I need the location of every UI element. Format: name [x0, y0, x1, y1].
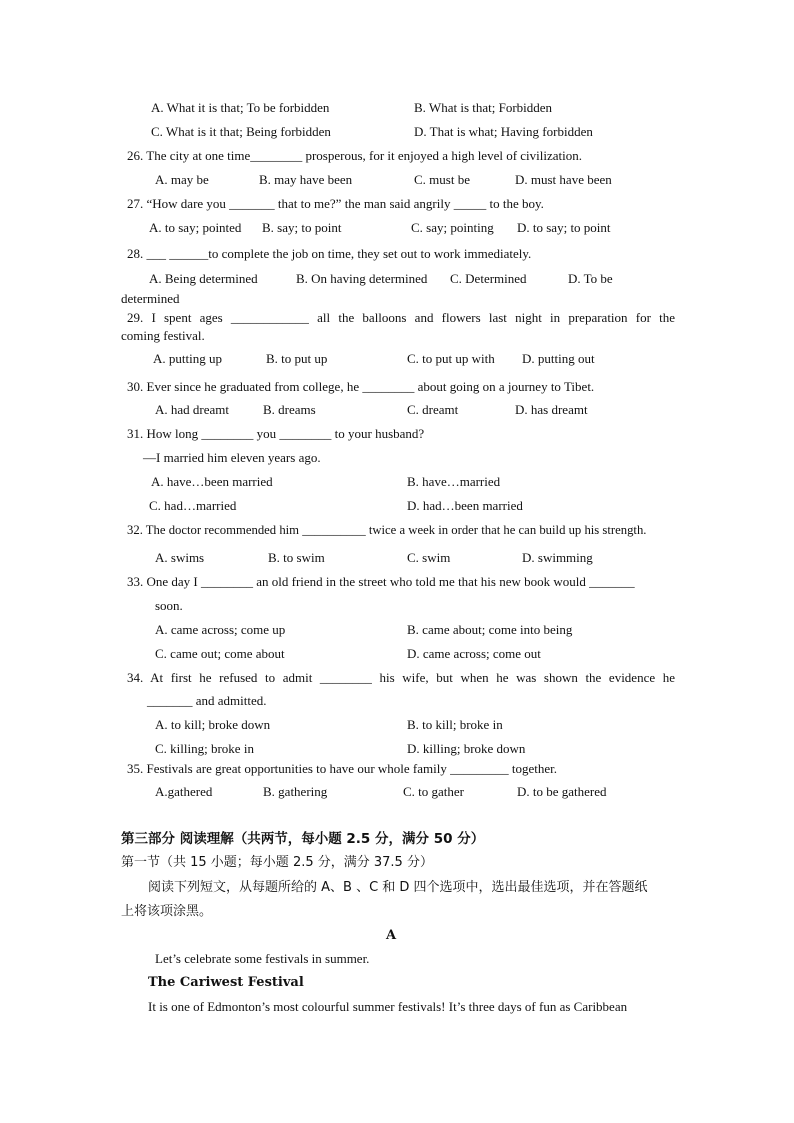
question-32-stem: 32. The doctor recommended him __________ twice a week in order that he can build up his strength. [127, 523, 647, 537]
q31-option-d: D. had…been married [407, 498, 523, 513]
option-b: B. What is that; Forbidden [414, 100, 553, 115]
question-33-stem: 33. One day I ________ an old friend in the street who told me that his new book would _______ [127, 574, 635, 589]
q26-option-c: C. must be [414, 172, 470, 187]
q28-option-d-wrap: determined [121, 291, 180, 306]
q32-option-c: C. swim [407, 550, 451, 565]
question-31-stem: 31. How long ________ you ________ to your husband? [127, 426, 425, 441]
question-33-stem-cont: soon. [155, 598, 183, 613]
question-28-stem: 28. ___ ______to complete the job on time, they set out to work immediately. [127, 246, 532, 261]
q30-option-b: B. dreams [263, 402, 316, 417]
q35-option-d: D. to be gathered [517, 784, 607, 799]
section-3-part-1: 第一节（共 15 小题；每小题 2.5 分，满分 37.5 分） [121, 855, 433, 870]
section-3-instruction-line-1: 阅读下列短文，从每题所给的 A、B 、C 和 D 四个选项中，选出最佳选项，并在答题纸 [148, 880, 648, 895]
q32-option-a: A. swims [155, 550, 205, 565]
q32-option-d: D. swimming [522, 550, 593, 565]
q26-option-d: D. must have been [515, 172, 612, 187]
q32-option-b: B. to swim [268, 550, 325, 565]
passage-label: A [386, 928, 397, 943]
q31-option-c: C. had…married [149, 498, 237, 513]
q35-option-c: C. to gather [403, 784, 465, 799]
q27-option-a: A. to say; pointed [149, 220, 242, 235]
q33-option-a: A. came across; come up [155, 622, 286, 637]
q28-option-b: B. On having determined [296, 271, 428, 286]
q35-option-a: A.gathered [155, 784, 213, 799]
question-29-stem: 29. I spent ages ____________ all the balloons and flowers last night in preparation for the [127, 310, 675, 325]
q30-option-c: C. dreamt [407, 402, 459, 417]
q29-option-d: D. putting out [522, 351, 595, 366]
passage-body-line-1: It is one of Edmonton’s most colourful summer festivals! It’s three days of fun as Caribbean [148, 999, 628, 1014]
q34-option-c: C. killing; broke in [155, 741, 254, 756]
q34-option-d: D. killing; broke down [407, 741, 526, 756]
passage-intro: Let’s celebrate some festivals in summer. [155, 951, 370, 966]
q28-option-c: C. Determined [450, 271, 527, 286]
question-34-stem: 34. At first he refused to admit ________ his wife, but when he was shown the evidence he [127, 670, 675, 685]
passage-subtitle: The Cariwest Festival [148, 975, 304, 990]
q30-option-d: D. has dreamt [515, 402, 588, 417]
question-31-reply: —I married him eleven years ago. [143, 450, 321, 465]
q31-option-b: B. have…married [407, 474, 501, 489]
q27-option-d: D. to say; to point [517, 220, 611, 235]
section-3-heading: 第三部分 阅读理解（共两节，每小题 2.5 分，满分 50 分） [121, 831, 485, 847]
question-34-stem-cont: _______ and admitted. [147, 693, 267, 708]
q27-option-c: C. say; pointing [411, 220, 494, 235]
question-30-stem: 30. Ever since he graduated from college, he ________ about going on a journey to Tibet. [127, 379, 595, 394]
q26-option-a: A. may be [155, 172, 209, 187]
section-3-instruction-line-2: 上将该项涂黑。 [121, 904, 213, 919]
q29-option-a: A. putting up [153, 351, 222, 366]
option-d: D. That is what; Having forbidden [414, 124, 593, 139]
question-26-stem: 26. The city at one time________ prosperous, for it enjoyed a high level of civilization. [127, 148, 583, 163]
q31-option-a: A. have…been married [151, 474, 273, 489]
q29-option-b: B. to put up [266, 351, 328, 366]
q27-option-b: B. say; to point [262, 220, 342, 235]
q33-option-d: D. came across; come out [407, 646, 541, 661]
q33-option-c: C. came out; come about [155, 646, 285, 661]
q28-option-a: A. Being determined [149, 271, 258, 286]
q35-option-b: B. gathering [263, 784, 328, 799]
q29-option-c: C. to put up with [407, 351, 495, 366]
question-27-stem: 27. “How dare you _______ that to me?” the man said angrily _____ to the boy. [127, 196, 544, 211]
option-c: C. What is it that; Being forbidden [151, 124, 331, 139]
q33-option-b: B. came about; come into being [407, 622, 573, 637]
q34-option-a: A. to kill; broke down [155, 717, 271, 732]
question-29-stem-cont: coming festival. [121, 328, 205, 343]
question-35-stem: 35. Festivals are great opportunities to have our whole family _________ together. [127, 761, 557, 776]
option-a: A. What it is that; To be forbidden [151, 100, 330, 115]
q34-option-b: B. to kill; broke in [407, 717, 503, 732]
q26-option-b: B. may have been [259, 172, 353, 187]
q30-option-a: A. had dreamt [155, 402, 230, 417]
q28-option-d: D. To be [568, 271, 613, 286]
